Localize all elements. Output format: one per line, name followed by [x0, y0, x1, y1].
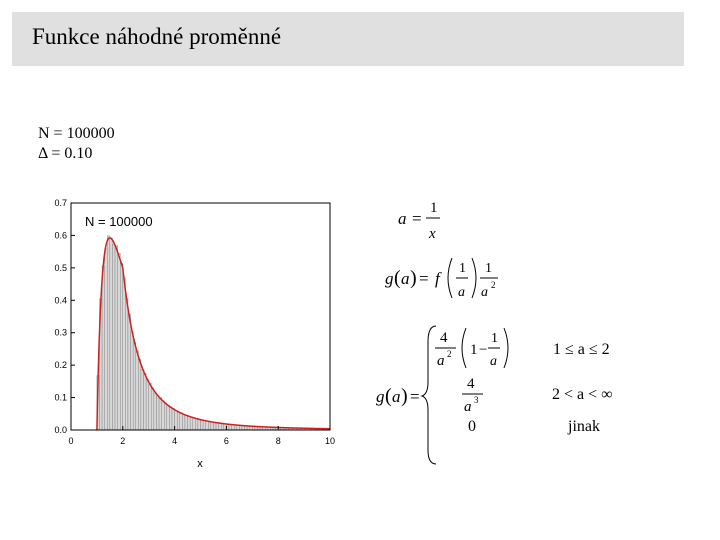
zero-value: 0	[468, 418, 476, 435]
histogram-bar	[169, 407, 172, 430]
histogram-bar	[159, 398, 162, 430]
svg-text:=: =	[419, 269, 429, 288]
histogram-bar	[164, 403, 167, 430]
y-tick-label: 0.6	[54, 230, 67, 241]
svg-text:−: −	[479, 342, 488, 358]
histogram-bar	[162, 401, 165, 430]
histogram-bar	[110, 238, 113, 430]
histogram-bar	[118, 253, 121, 430]
y-tick-label: 0.7	[54, 198, 67, 208]
histogram-bar	[180, 413, 183, 430]
axis-ticks	[54, 198, 335, 446]
histogram-bar	[107, 236, 110, 430]
histogram-bar	[105, 249, 108, 430]
histogram-bar	[120, 263, 123, 430]
y-tick-label: 0.2	[54, 360, 67, 371]
svg-text:a: a	[458, 285, 465, 300]
condition-3: jinak	[568, 418, 600, 435]
histogram-bar	[102, 266, 105, 430]
histogram-bar	[112, 244, 115, 430]
arg-a: a	[401, 269, 410, 288]
y-tick-label: 0.3	[54, 327, 67, 338]
definition-formula	[398, 200, 440, 242]
histogram-bar	[115, 246, 118, 430]
legend-label: N = 100000	[85, 214, 153, 229]
transformation-formula	[385, 258, 498, 300]
histogram-bar	[138, 359, 141, 430]
svg-text:(: (	[385, 385, 392, 407]
x-tick-label: 2	[120, 436, 126, 446]
histogram-bar	[131, 332, 134, 430]
condition-2: 2 < a < ∞	[552, 386, 613, 403]
histogram-bar	[123, 278, 126, 430]
var-a: a	[398, 209, 407, 228]
func-g: g	[385, 269, 394, 288]
svg-text:=: =	[410, 387, 420, 406]
histogram-bar	[133, 342, 136, 430]
histogram-bar	[125, 298, 128, 430]
condition-1: 1 ≤ a ≤ 2	[553, 341, 610, 358]
histogram-bar	[151, 388, 154, 430]
sample-count-label: N = 100000	[38, 125, 115, 142]
y-tick-label: 0.4	[54, 295, 67, 306]
numerator-one: 1	[430, 200, 438, 216]
x-tick-label: 6	[223, 436, 229, 446]
x-tick-label: 4	[172, 436, 178, 446]
histogram-bar	[185, 416, 188, 430]
denominator-x: x	[429, 226, 436, 242]
histogram-bar	[141, 369, 144, 430]
histogram-bar	[229, 424, 232, 430]
func-f: f	[435, 269, 440, 288]
slide-title: Funkce náhodné proměnné	[32, 24, 282, 49]
histogram-bar	[167, 405, 170, 430]
svg-text:4: 4	[467, 376, 475, 392]
histogram-bar	[206, 421, 209, 430]
histogram-bar	[156, 395, 159, 430]
histogram-bar	[146, 380, 149, 430]
svg-text:2: 2	[491, 280, 496, 290]
histogram-bar	[195, 418, 198, 430]
parameters-block	[38, 124, 115, 164]
histogram-bar	[190, 417, 193, 430]
svg-text:4: 4	[440, 330, 448, 346]
svg-text:1: 1	[485, 261, 492, 276]
histogram-bar	[177, 412, 180, 430]
histogram-bar	[136, 351, 139, 430]
equals-sign: =	[412, 209, 422, 228]
y-tick-label: 0.1	[54, 392, 67, 403]
svg-text:2: 2	[447, 349, 452, 359]
x-axis-label: x	[197, 458, 203, 470]
svg-text:(: (	[394, 267, 401, 289]
x-tick-label: 8	[275, 436, 281, 446]
x-tick-label: 0	[68, 436, 74, 446]
svg-text:1: 1	[491, 331, 498, 346]
svg-text:1: 1	[470, 342, 478, 358]
bin-width-label: Δ = 0.10	[38, 145, 93, 162]
histogram-bar	[211, 422, 214, 430]
histogram-bar	[219, 423, 222, 430]
svg-text:a: a	[481, 285, 488, 300]
histogram-bar	[154, 393, 157, 430]
svg-text:a: a	[437, 353, 445, 369]
histogram-bar	[149, 383, 152, 430]
svg-text:a: a	[392, 387, 401, 406]
histogram-bar	[201, 420, 204, 430]
histogram-chart	[40, 192, 340, 474]
title-bar	[12, 12, 684, 66]
svg-text:a: a	[464, 399, 472, 415]
svg-text:): )	[410, 267, 417, 289]
svg-text:g: g	[376, 387, 385, 406]
histogram-bar	[213, 422, 216, 430]
y-tick-label: 0.5	[54, 262, 67, 273]
piecewise-formula	[376, 326, 613, 464]
histogram-bar	[208, 422, 211, 430]
histogram-bar	[188, 416, 191, 430]
histogram-bar	[203, 420, 206, 430]
histogram-bar	[128, 314, 131, 430]
histogram-bar	[198, 419, 201, 430]
histogram-bar	[193, 418, 196, 430]
formula-block	[370, 192, 670, 472]
histogram-bar	[182, 414, 185, 430]
svg-text:1: 1	[459, 261, 466, 276]
svg-text:3: 3	[474, 395, 479, 405]
svg-text:): )	[401, 385, 408, 407]
histogram-bar	[144, 373, 147, 430]
svg-text:a: a	[490, 354, 497, 369]
x-tick-label: 10	[324, 436, 336, 446]
histogram-bar	[216, 423, 219, 430]
y-tick-label: 0.0	[54, 425, 67, 435]
